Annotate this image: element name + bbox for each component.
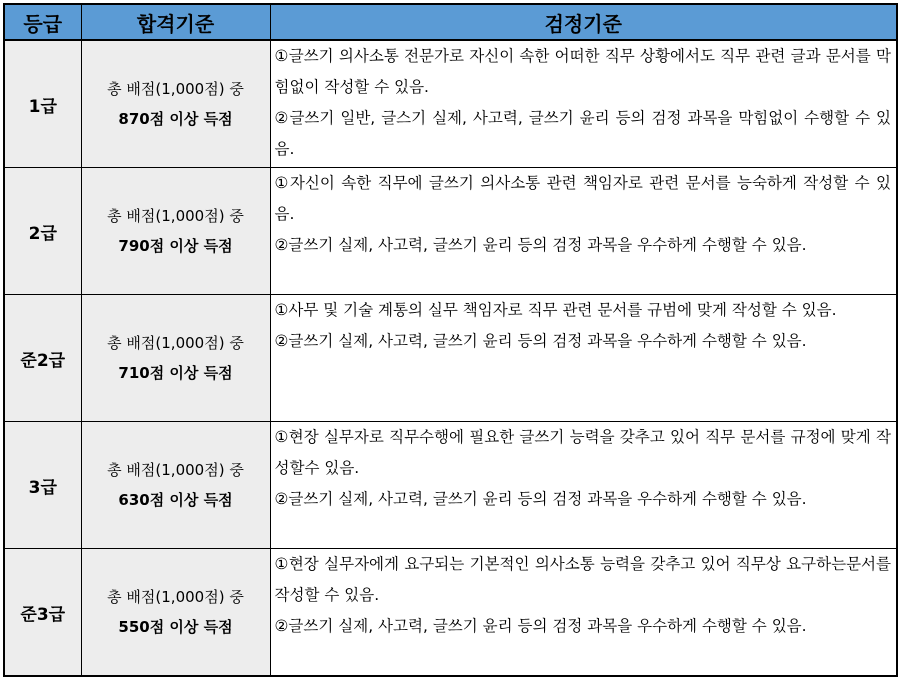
grade-cell: 준2급 <box>4 295 81 422</box>
total-score-text: 총 배점(1,000점) 중 <box>107 207 244 225</box>
total-score-text: 총 배점(1,000점) 중 <box>107 588 244 606</box>
required-score-text: 710점 이상 득점 <box>118 364 233 382</box>
required-score-text: 550점 이상 득점 <box>118 618 233 636</box>
criteria-item-2: ②글쓰기 실제, 사고력, 글쓰기 윤리 등의 검정 과목을 우수하게 수행할 수 있음. <box>274 236 807 254</box>
criteria-item-2: ②글쓰기 일반, 글스기 실제, 사고력, 글쓰기 윤리 등의 검정 과목을 막힘없이 수행할 수 있음. <box>274 109 891 158</box>
table-row <box>4 40 897 168</box>
criteria-item-1: ①현장 실무자로 직무수행에 필요한 글쓰기 능력을 갖추고 있어 직무 문서를 규정에 맞게 작성할수 있음. <box>274 428 891 477</box>
table-row <box>4 168 897 295</box>
total-score-text: 총 배점(1,000점) 중 <box>107 80 244 98</box>
pass-criteria-cell <box>81 40 270 168</box>
grade-criteria-table <box>3 3 898 677</box>
header-pass-criteria: 합격기준 <box>81 4 270 40</box>
criteria-item-1: ①사무 및 기술 계통의 실무 책임자로 직무 관련 문서를 규범에 맞게 작성할 수 있음. <box>274 301 837 319</box>
assessment-criteria-cell <box>270 422 897 549</box>
header-grade: 등급 <box>4 4 81 40</box>
grade-cell: 2급 <box>4 168 81 295</box>
table-row <box>4 422 897 549</box>
pass-criteria-cell <box>81 422 270 549</box>
table-row <box>4 295 897 422</box>
grade-cell: 3급 <box>4 422 81 549</box>
grade-cell: 1급 <box>4 40 81 168</box>
pass-criteria-cell <box>81 549 270 677</box>
table-row <box>4 549 897 677</box>
header-row <box>4 4 897 40</box>
required-score-text: 870점 이상 득점 <box>118 110 233 128</box>
required-score-text: 790점 이상 득점 <box>118 237 233 255</box>
criteria-item-2: ②글쓰기 실제, 사고력, 글쓰기 윤리 등의 검정 과목을 우수하게 수행할 수 있음. <box>274 332 807 350</box>
total-score-text: 총 배점(1,000점) 중 <box>107 334 244 352</box>
criteria-item-1: ①자신이 속한 직무에 글쓰기 의사소통 관련 책임자로 관련 문서를 능숙하게 작성할 수 있음. <box>274 174 891 223</box>
grade-cell: 준3급 <box>4 549 81 677</box>
header-assessment-criteria: 검정기준 <box>270 4 897 40</box>
pass-criteria-cell <box>81 168 270 295</box>
total-score-text: 총 배점(1,000점) 중 <box>107 461 244 479</box>
pass-criteria-cell <box>81 295 270 422</box>
criteria-item-2: ②글쓰기 실제, 사고력, 글쓰기 윤리 등의 검정 과목을 우수하게 수행할 수 있음. <box>274 617 807 635</box>
criteria-item-1: ①글쓰기 의사소통 전문가로 자신이 속한 어떠한 직무 상황에서도 직무 관련 글과 문서를 막힘없이 작성할 수 있음. <box>274 47 891 96</box>
assessment-criteria-cell <box>270 40 897 168</box>
required-score-text: 630점 이상 득점 <box>118 491 233 509</box>
criteria-item-1: ①현장 실무자에게 요구되는 기본적인 의사소통 능력을 갖추고 있어 직무상 요구하는문서를작성할 수 있음. <box>274 555 891 604</box>
criteria-item-2: ②글쓰기 실제, 사고력, 글쓰기 윤리 등의 검정 과목을 우수하게 수행할 수 있음. <box>274 490 807 508</box>
assessment-criteria-cell <box>270 295 897 422</box>
assessment-criteria-cell <box>270 168 897 295</box>
assessment-criteria-cell <box>270 549 897 677</box>
